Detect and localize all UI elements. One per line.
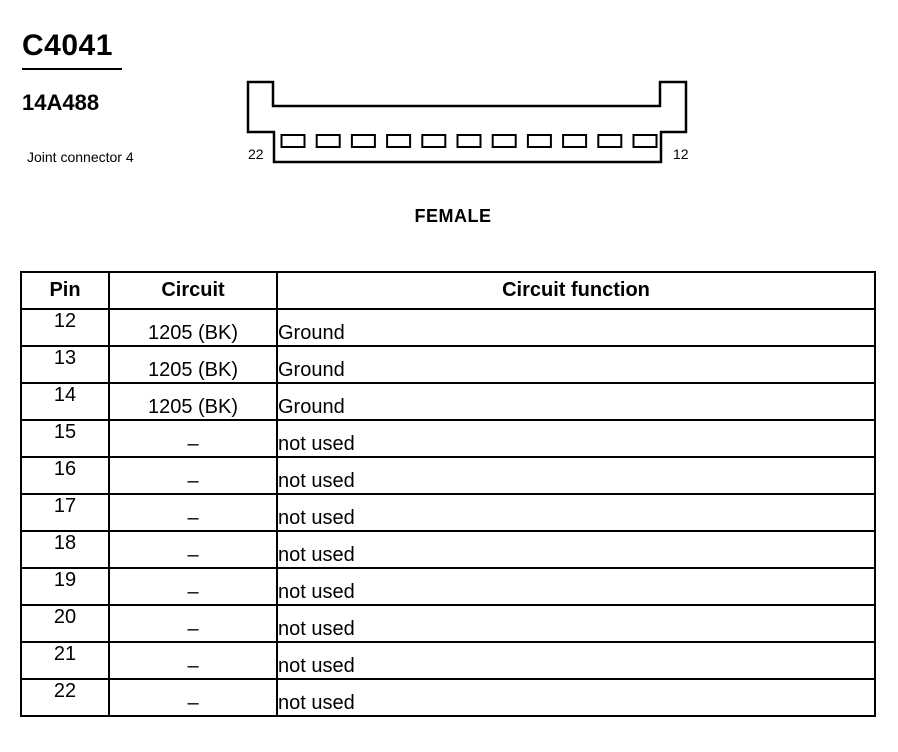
connector-cavities [282,135,657,147]
function-cell: Ground [277,346,875,383]
circuit-cell: 1205 (BK) [109,383,277,420]
pin-cell: 12 [21,309,109,346]
circuit-cell: 1205 (BK) [109,346,277,383]
function-cell: Ground [277,383,875,420]
table-row [21,568,875,605]
function-cell: not used [277,420,875,457]
connector-cavity [352,135,375,147]
connector-housing-outline [248,82,686,162]
connector-cavity [493,135,516,147]
pin-cell: 13 [21,346,109,383]
connector-cavity [317,135,340,147]
circuit-cell: – [109,494,277,531]
table-row [21,309,875,346]
function-cell: not used [277,457,875,494]
table-header-row [21,272,875,309]
table-row [21,605,875,642]
pinout-table-body [21,309,875,716]
pin-cell: 19 [21,568,109,605]
circuit-cell: – [109,679,277,716]
connector-face-diagram [240,78,692,170]
function-cell: not used [277,494,875,531]
pinout-table [20,271,876,717]
pin-cell: 22 [21,679,109,716]
connector-cavity [387,135,410,147]
pin-cell: 15 [21,420,109,457]
circuit-cell: – [109,605,277,642]
table-row [21,679,875,716]
header-circuit-function: Circuit function [277,272,875,309]
left-pin-number-label: 22 [248,146,264,162]
circuit-cell: – [109,531,277,568]
connector-gender-label: FEMALE [414,206,492,226]
connector-id-title: C4041 [22,29,113,62]
function-cell: not used [277,531,875,568]
circuit-cell: – [109,420,277,457]
pin-cell: 14 [21,383,109,420]
table-row [21,642,875,679]
pin-cell: 21 [21,642,109,679]
circuit-cell: 1205 (BK) [109,309,277,346]
header-pin: Pin [21,272,109,309]
pin-cell: 16 [21,457,109,494]
connector-description: Joint connector 4 [27,149,134,165]
pin-cell: 20 [21,605,109,642]
connector-cavity [458,135,481,147]
connector-cavity [563,135,586,147]
part-number: 14A488 [22,90,100,115]
table-row [21,457,875,494]
connector-cavity [422,135,445,147]
connector-cavity [634,135,657,147]
function-cell: not used [277,605,875,642]
circuit-cell: – [109,568,277,605]
circuit-cell: – [109,642,277,679]
title-underline [22,68,122,70]
function-cell: not used [277,679,875,716]
function-cell: Ground [277,309,875,346]
function-cell: not used [277,642,875,679]
connector-cavity [282,135,305,147]
table-row [21,346,875,383]
header-circuit: Circuit [109,272,277,309]
table-row [21,383,875,420]
connector-cavity [528,135,551,147]
table-row [21,531,875,568]
table-row [21,494,875,531]
function-cell: not used [277,568,875,605]
pin-cell: 17 [21,494,109,531]
table-row [21,420,875,457]
connector-cavity [598,135,621,147]
right-pin-number-label: 12 [673,146,689,162]
circuit-cell: – [109,457,277,494]
pin-cell: 18 [21,531,109,568]
